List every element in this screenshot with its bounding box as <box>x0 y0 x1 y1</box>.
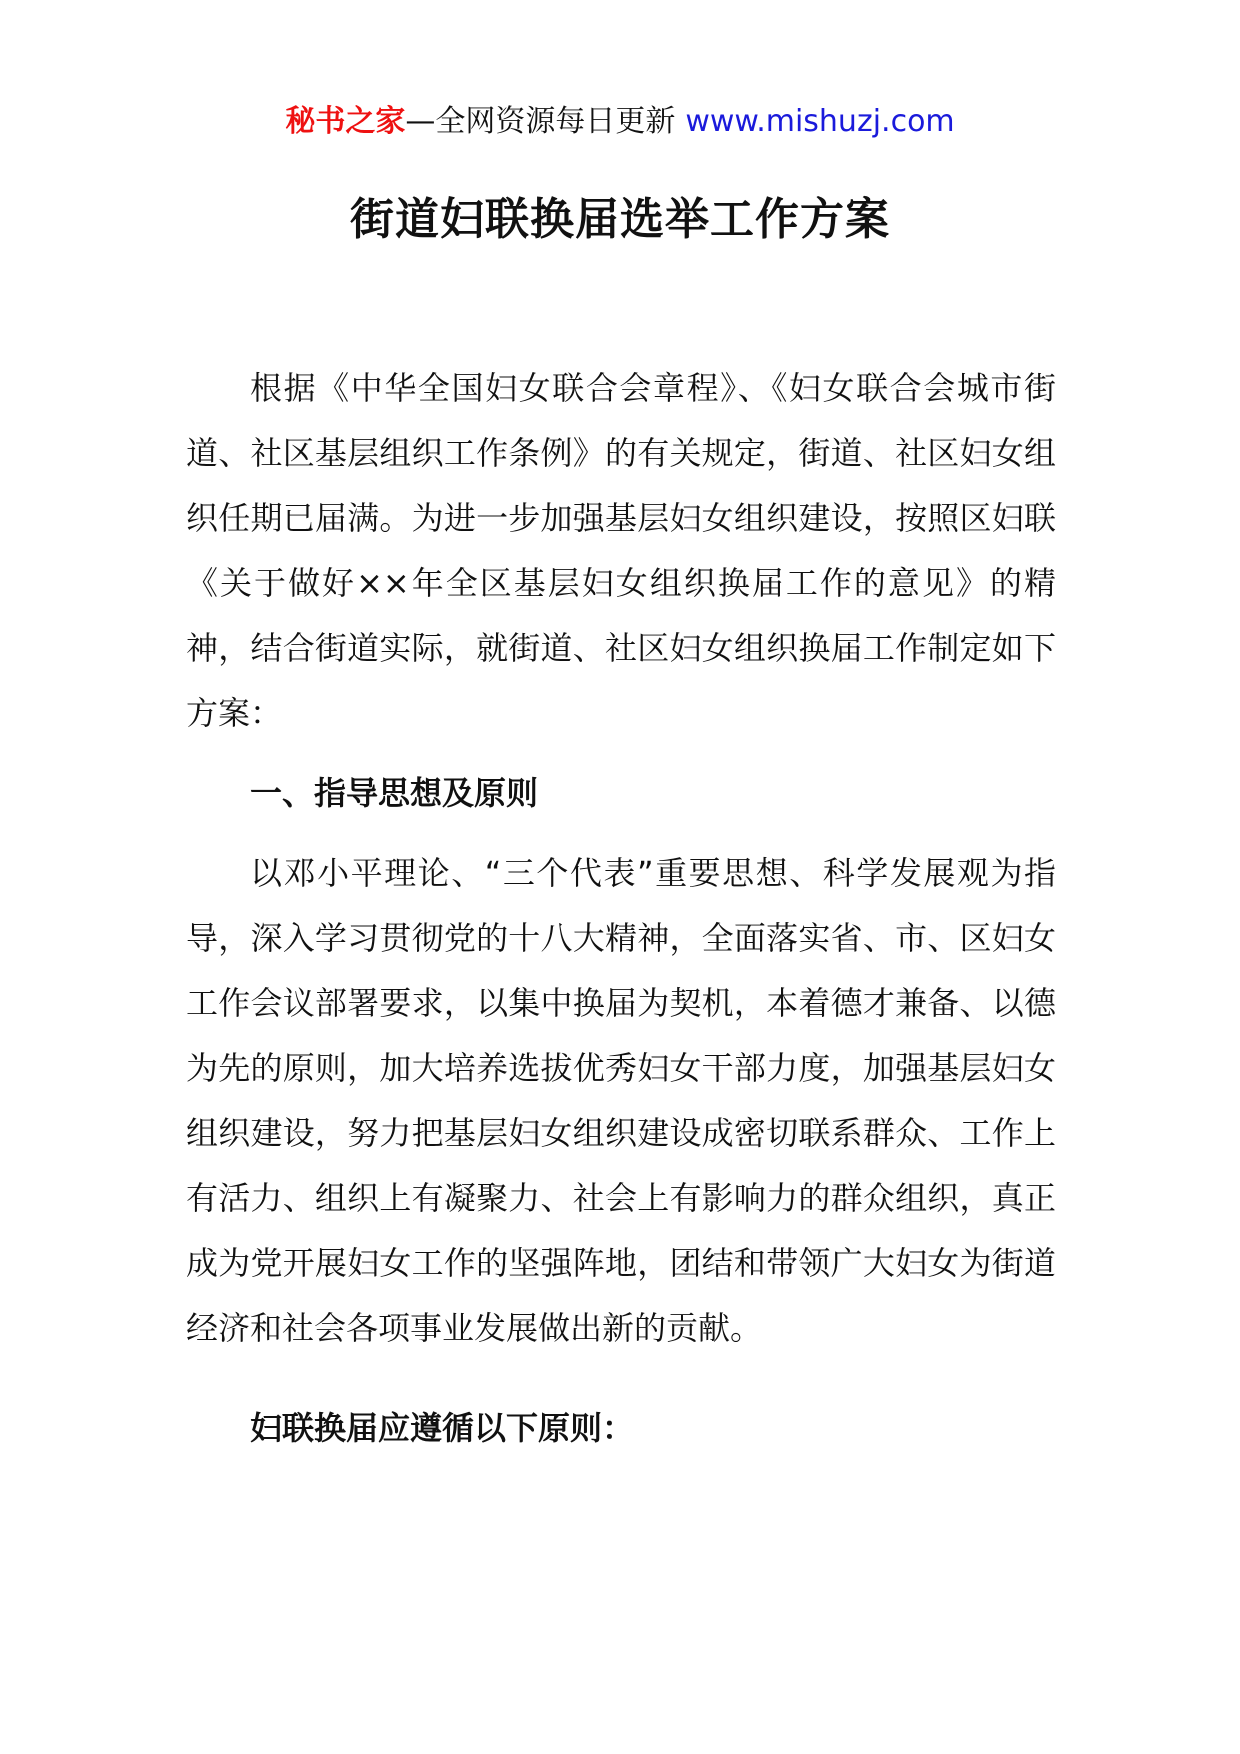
document-title: 街道妇联换届选举工作方案 <box>350 194 890 245</box>
site-slogan: —全网资源每日更新 <box>405 104 676 139</box>
principles-subheading: 妇联换届应遵循以下原则： <box>250 1409 635 1447</box>
site-brand: 秘书之家 <box>285 104 406 139</box>
site-url-link[interactable]: www.mishuzj.com <box>685 104 955 139</box>
guiding-ideology-paragraph: 以邓小平理论、“三个代表”重要思想、科学发展观为指导，深入学习贯彻党的十八大精神，全面落实省、市、区妇女工作会议部署要求，以集中换届为契机，本着德才兼备、以德为先的原则，加大培养选拔优秀妇女干部力度，加强基层妇女组织建设，努力把基层妇女组织建设成密切联系群众、工作上有活力、组织上有凝聚力、社会上有影响力的群众组织，真正成为党开展妇女工作的坚强阵地，团结和带领广大妇女为街道经济和社会各项事业发展做出新的贡献。 <box>186 854 1056 1347</box>
site-header <box>0 100 1240 144</box>
section-heading-guiding-principles: 一、指导思想及原则 <box>250 774 539 812</box>
intro-paragraph: 根据《中华全国妇女联合会章程》、《妇女联合会城市街道、社区基层组织工作条例》的有关规定，街道、社区妇女组织任期已届满。为进一步加强基层妇女组织建设，按照区妇联《关于做好××年全区基层妇女组织换届工作的意见》的精神，结合街道实际，就街道、社区妇女组织换届工作制定如下方案： <box>186 369 1056 732</box>
document-body <box>186 356 1056 1461</box>
